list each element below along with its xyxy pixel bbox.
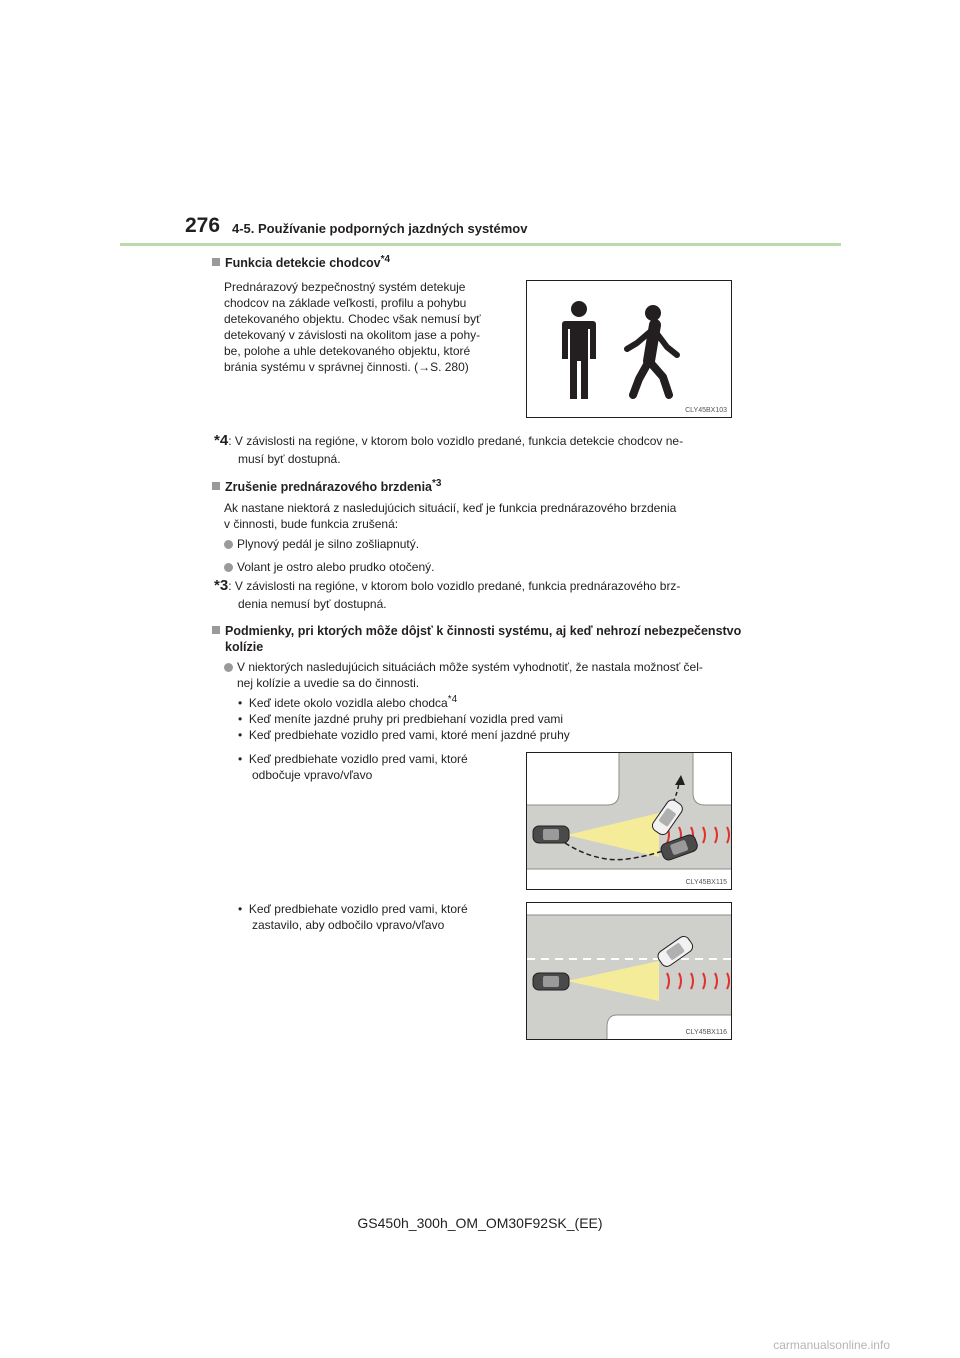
figure-item-stopped: • Keď predbiehate vozidlo pred vami, ktoré zastavilo, aby odbočilo vpravo/vľavo	[238, 902, 468, 932]
heading-pedestrian-detection: Funkcia detekcie chodcov$^{*4}$	[212, 255, 390, 271]
list-item: Plynový pedál je silno zošliapnutý.	[224, 536, 419, 552]
figure-turning-vehicle	[526, 752, 732, 890]
figure-code: CLY45BX115	[685, 879, 727, 886]
figure-pedestrians	[526, 280, 732, 418]
own-car-icon	[533, 973, 569, 990]
header-divider	[120, 243, 841, 246]
footnote-4: *4: V závislosti na regióne, v ktorom bolo vozidlo predané, funkcia detekcie chodcov ne- musí byť dostupná.	[214, 432, 684, 466]
figure-stopped-vehicle	[526, 902, 732, 1040]
figure-code: CLY45BX103	[685, 407, 727, 414]
square-bullet-icon	[212, 482, 220, 490]
brake-cancel-paragraph: Ak nastane niektorá z nasledujúcich situácií, keď je funkcia prednárazového brzdenia v činnosti, bude funkcia zrušená:	[224, 501, 677, 531]
list-item: • Keď idete okolo vozidla alebo chodca$^{*4}$	[238, 694, 458, 710]
list-item: Volant je ostro alebo prudko otočený.	[224, 559, 434, 575]
footnote-mark: *4	[214, 432, 229, 449]
pedestrian-illustration	[527, 281, 731, 417]
figure-code: CLY45BX116	[685, 1029, 727, 1036]
conditions-bullet: V niektorých nasledujúcich situáciách môže systém vyhodnotiť, že nastala možnosť čel- nej kolízie a uvedie sa do činnosti.	[224, 659, 754, 691]
conditions-sub-list	[238, 695, 748, 743]
watermark: carmanualsonline.info	[773, 1338, 890, 1352]
figure-item-turning: • Keď predbiehate vozidlo pred vami, ktoré odbočuje vpravo/vľavo	[238, 752, 468, 782]
footnote-mark: *3	[214, 577, 229, 594]
walking-person-icon	[627, 305, 677, 395]
list-item: • Keď predbiehate vozidlo pred vami, ktoré mení jazdné pruhy	[238, 728, 570, 742]
footnote-ref: *4	[380, 253, 391, 265]
heading-brake-cancel: Zrušenie prednárazového brzdenia$^{*3}$	[212, 479, 441, 495]
page-number: 276	[185, 214, 221, 237]
document-code: GS450h_300h_OM_OM30F92SK_(EE)	[357, 1215, 603, 1231]
turning-vehicle-illustration	[527, 753, 731, 889]
footnote-ref: *3	[432, 477, 442, 489]
square-bullet-icon	[212, 626, 220, 634]
stopped-vehicle-illustration	[527, 903, 731, 1039]
list-item: • Keď meníte jazdné pruhy pri predbiehaní vozidla pred vami	[238, 712, 564, 726]
own-car-icon	[533, 826, 569, 843]
pedestrian-paragraph: Prednárazový bezpečnostný systém detekuje chodcov na základe veľkosti, profilu a pohybu detekovaného objektu. Chodec však nemusí byť detekovaný v závislosti na okolitom jase a pohy- be, polohe a uhle detekovaného objektu, ktoré bránia systému v správnej činnosti. (→S. 280)	[224, 280, 481, 374]
standing-person-icon	[562, 301, 596, 399]
circle-bullet-icon	[224, 663, 233, 672]
footnote-3: *3: V závislosti na regióne, v ktorom bolo vozidlo predané, funkcia prednárazového brz- denia nemusí byť dostupná.	[214, 577, 681, 611]
circle-bullet-icon	[224, 540, 233, 549]
heading-conditions: Podmienky, pri ktorých môže dôjsť k činnosti systému, aj keď nehrozí nebezpečenstvo kolízie	[212, 623, 752, 655]
section-title: 4-5. Používanie podporných jazdných systémov	[232, 221, 528, 236]
square-bullet-icon	[212, 258, 220, 266]
circle-bullet-icon	[224, 563, 233, 572]
